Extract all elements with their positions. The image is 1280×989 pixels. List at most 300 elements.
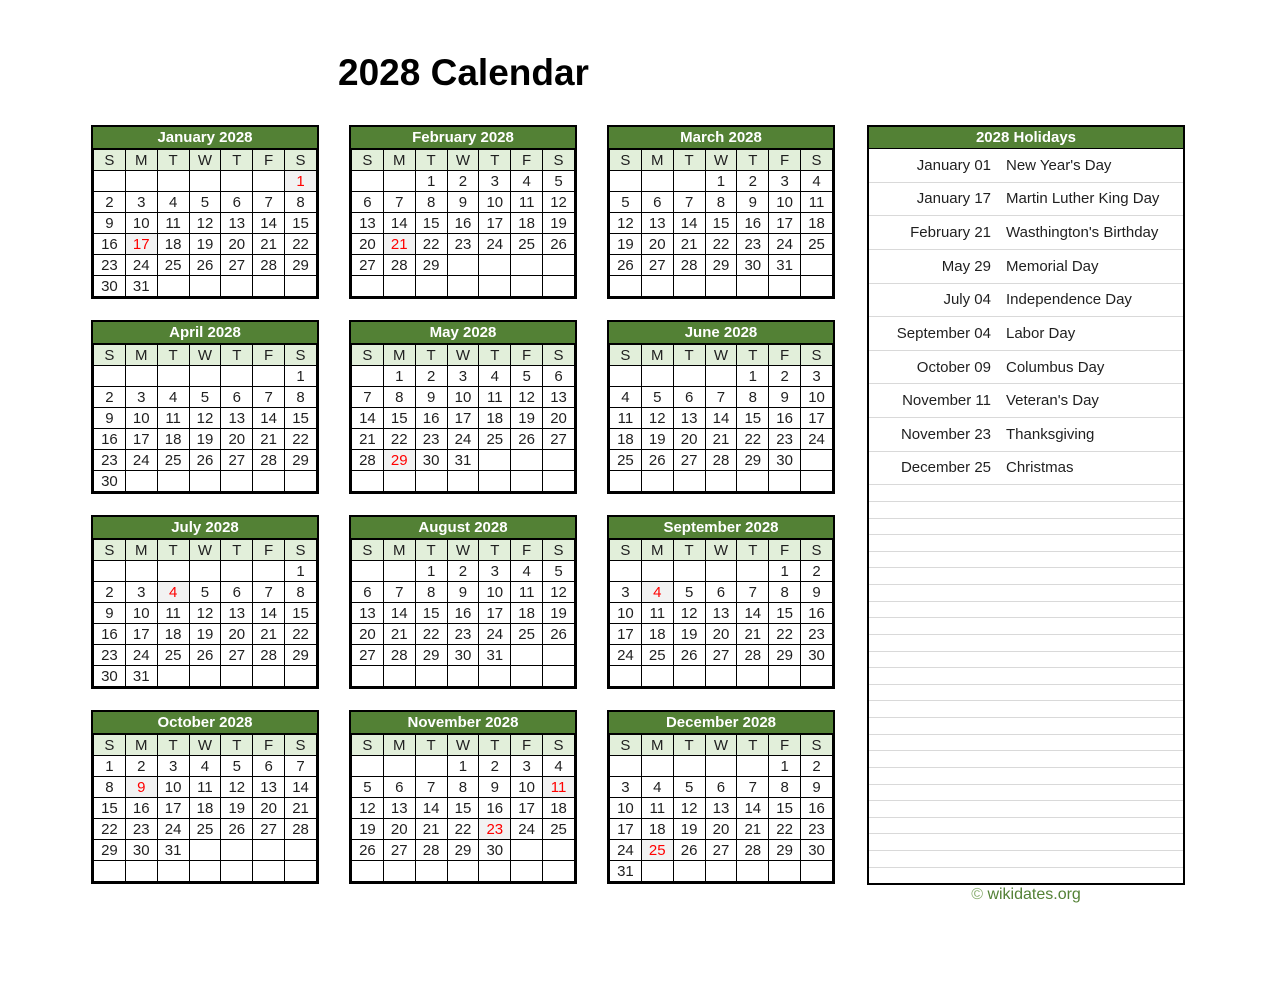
day-cell: 29 [285, 255, 317, 276]
week-row [610, 213, 833, 234]
day-cell: 4 [157, 192, 189, 213]
month-title: August 2028 [351, 517, 575, 539]
footer-credit-link[interactable] [867, 886, 1185, 904]
day-cell: 21 [737, 624, 769, 645]
weekday-header: T [157, 540, 189, 561]
week-row [352, 798, 575, 819]
day-cell: 7 [253, 582, 285, 603]
month-march [607, 125, 835, 299]
day-cell: 2 [415, 366, 447, 387]
day-cell: 12 [189, 603, 221, 624]
week-row [352, 366, 575, 387]
day-cell: 4 [543, 756, 575, 777]
weekday-header: T [221, 540, 253, 561]
day-cell [705, 471, 737, 492]
day-cell: 26 [543, 624, 575, 645]
weekday-header: W [447, 735, 479, 756]
weekday-header: F [769, 345, 801, 366]
holiday-date: September 04 [896, 324, 991, 342]
day-cell: 9 [479, 777, 511, 798]
day-cell: 31 [610, 861, 642, 882]
day-cell [705, 756, 737, 777]
day-cell: 16 [801, 603, 833, 624]
week-row [610, 234, 833, 255]
day-cell [125, 366, 157, 387]
day-cell: 5 [673, 582, 705, 603]
day-cell: 16 [769, 408, 801, 429]
day-cell [641, 171, 673, 192]
day-cell: 8 [285, 387, 317, 408]
holiday-row [869, 284, 1183, 318]
weekday-header: M [383, 150, 415, 171]
day-cell [285, 861, 317, 882]
day-cell: 17 [157, 798, 189, 819]
week-row [610, 171, 833, 192]
day-cell: 17 [447, 408, 479, 429]
holiday-row-empty [869, 718, 1183, 735]
day-cell [769, 861, 801, 882]
week-row [610, 255, 833, 276]
weekday-header: W [189, 150, 221, 171]
week-row [610, 366, 833, 387]
day-cell [610, 276, 642, 297]
day-cell [641, 366, 673, 387]
day-cell: 19 [641, 429, 673, 450]
day-cell [285, 276, 317, 297]
day-cell: 4 [641, 777, 673, 798]
day-cell: 7 [383, 582, 415, 603]
holiday-name: Labor Day [1006, 324, 1076, 342]
day-cell [641, 756, 673, 777]
holiday-name: Columbus Day [1006, 358, 1105, 376]
day-cell: 5 [641, 387, 673, 408]
holiday-row-empty [869, 535, 1183, 552]
month-table [351, 344, 575, 492]
weekday-header: S [801, 345, 833, 366]
day-cell: 5 [189, 387, 221, 408]
day-cell: 8 [415, 582, 447, 603]
day-cell: 25 [511, 234, 543, 255]
day-cell: 4 [157, 387, 189, 408]
day-cell: 31 [125, 276, 157, 297]
day-cell: 1 [415, 171, 447, 192]
holiday-row-empty [869, 635, 1183, 652]
day-cell: 13 [383, 798, 415, 819]
day-cell: 30 [479, 840, 511, 861]
holiday-row [869, 216, 1183, 250]
day-cell: 22 [415, 624, 447, 645]
week-row [610, 450, 833, 471]
day-cell: 12 [511, 387, 543, 408]
day-cell: 22 [285, 429, 317, 450]
day-cell: 14 [253, 408, 285, 429]
day-cell: 5 [189, 192, 221, 213]
day-cell: 4 [511, 561, 543, 582]
day-cell: 30 [94, 471, 126, 492]
day-cell: 23 [94, 255, 126, 276]
day-cell: 12 [189, 408, 221, 429]
day-cell [673, 666, 705, 687]
day-cell: 9 [447, 192, 479, 213]
day-cell [479, 471, 511, 492]
day-cell: 2 [769, 366, 801, 387]
day-cell: 15 [383, 408, 415, 429]
day-cell [705, 666, 737, 687]
day-cell [125, 561, 157, 582]
week-row [94, 645, 317, 666]
day-cell: 8 [705, 192, 737, 213]
day-cell: 13 [352, 213, 384, 234]
month-table [351, 734, 575, 882]
day-cell: 19 [189, 234, 221, 255]
day-cell [610, 756, 642, 777]
holiday-date: December 25 [900, 459, 991, 477]
day-cell: 12 [673, 798, 705, 819]
day-cell: 19 [610, 234, 642, 255]
holiday-row [869, 149, 1183, 183]
day-cell: 3 [610, 582, 642, 603]
footer-site-name: wikidates.org [987, 886, 1081, 903]
day-cell [737, 666, 769, 687]
day-cell: 13 [641, 213, 673, 234]
day-cell: 27 [352, 255, 384, 276]
day-cell: 7 [253, 192, 285, 213]
day-cell [415, 756, 447, 777]
day-cell: 3 [125, 387, 157, 408]
weekday-header: T [479, 735, 511, 756]
day-cell: 21 [705, 429, 737, 450]
week-row [610, 819, 833, 840]
week-row [610, 666, 833, 687]
day-cell: 7 [383, 192, 415, 213]
day-cell [543, 471, 575, 492]
day-cell: 10 [157, 777, 189, 798]
day-cell: 20 [705, 819, 737, 840]
day-cell [447, 471, 479, 492]
weekday-header: S [543, 735, 575, 756]
day-cell: 24 [125, 255, 157, 276]
day-cell: 16 [479, 798, 511, 819]
holiday-row-empty [869, 751, 1183, 768]
day-cell: 26 [641, 450, 673, 471]
month-table [93, 149, 317, 297]
holiday-day-cell: 4 [157, 582, 189, 603]
day-cell [641, 276, 673, 297]
weekday-header: S [352, 150, 384, 171]
day-cell: 6 [221, 192, 253, 213]
day-cell: 22 [769, 624, 801, 645]
day-cell: 20 [352, 234, 384, 255]
day-cell: 15 [94, 798, 126, 819]
day-cell [415, 471, 447, 492]
day-cell [737, 756, 769, 777]
day-cell [511, 471, 543, 492]
month-january [91, 125, 319, 299]
day-cell: 10 [769, 192, 801, 213]
holiday-day-cell: 29 [383, 450, 415, 471]
day-cell: 7 [737, 582, 769, 603]
day-cell: 3 [157, 756, 189, 777]
day-cell: 23 [801, 624, 833, 645]
day-cell: 28 [285, 819, 317, 840]
holiday-row-empty [869, 801, 1183, 818]
week-row [94, 171, 317, 192]
day-cell: 14 [352, 408, 384, 429]
week-row [610, 429, 833, 450]
day-cell: 8 [737, 387, 769, 408]
weekday-header: W [705, 540, 737, 561]
day-cell: 26 [673, 645, 705, 666]
month-title: October 2028 [93, 712, 317, 734]
day-cell: 9 [801, 582, 833, 603]
day-cell [253, 840, 285, 861]
day-cell [543, 450, 575, 471]
day-cell: 13 [705, 798, 737, 819]
day-cell: 15 [415, 603, 447, 624]
holiday-date: November 11 [902, 392, 991, 410]
holiday-row-empty [869, 519, 1183, 536]
day-cell [157, 366, 189, 387]
weekday-header: F [511, 345, 543, 366]
day-cell: 28 [253, 645, 285, 666]
holiday-row [869, 384, 1183, 418]
day-cell: 26 [511, 429, 543, 450]
day-cell: 16 [94, 624, 126, 645]
day-cell: 14 [737, 603, 769, 624]
day-cell: 20 [543, 408, 575, 429]
day-cell: 11 [511, 582, 543, 603]
weekday-header: T [737, 540, 769, 561]
weekday-header: S [801, 150, 833, 171]
copyright-icon: © [971, 886, 983, 903]
weekday-header: F [511, 540, 543, 561]
day-cell [94, 171, 126, 192]
week-row [94, 666, 317, 687]
weekday-header: W [189, 735, 221, 756]
weekday-header: T [673, 150, 705, 171]
day-cell: 9 [94, 603, 126, 624]
day-cell [511, 276, 543, 297]
month-table [609, 539, 833, 687]
weekday-header: F [769, 150, 801, 171]
day-cell: 4 [189, 756, 221, 777]
day-cell [641, 666, 673, 687]
holiday-row-empty [869, 785, 1183, 802]
day-cell: 9 [801, 777, 833, 798]
day-cell: 11 [511, 192, 543, 213]
day-cell: 6 [221, 387, 253, 408]
week-row [94, 234, 317, 255]
day-cell: 5 [511, 366, 543, 387]
day-cell [189, 666, 221, 687]
day-cell [352, 276, 384, 297]
day-cell: 9 [737, 192, 769, 213]
weekday-header: M [125, 345, 157, 366]
holiday-name: Wasthington's Birthday [1006, 224, 1159, 242]
day-cell: 28 [352, 450, 384, 471]
month-november [349, 710, 577, 884]
day-cell: 22 [415, 234, 447, 255]
day-cell [189, 861, 221, 882]
day-cell [543, 276, 575, 297]
weekday-header: T [157, 345, 189, 366]
day-cell [157, 171, 189, 192]
day-cell: 29 [285, 450, 317, 471]
month-table [93, 734, 317, 882]
day-cell: 18 [157, 429, 189, 450]
day-cell [447, 276, 479, 297]
day-cell [383, 276, 415, 297]
day-cell: 2 [479, 756, 511, 777]
week-row [352, 561, 575, 582]
day-cell: 14 [737, 798, 769, 819]
week-row [610, 861, 833, 882]
weekday-header: F [253, 540, 285, 561]
month-table [93, 539, 317, 687]
week-row [352, 276, 575, 297]
day-cell [352, 756, 384, 777]
holiday-row-empty [869, 818, 1183, 835]
day-cell [221, 561, 253, 582]
holiday-row-empty [869, 668, 1183, 685]
day-cell: 29 [94, 840, 126, 861]
day-cell: 11 [641, 603, 673, 624]
day-cell: 17 [610, 624, 642, 645]
month-title: March 2028 [609, 127, 833, 149]
day-cell: 23 [415, 429, 447, 450]
day-cell: 9 [94, 213, 126, 234]
day-cell: 16 [801, 798, 833, 819]
day-cell: 24 [610, 645, 642, 666]
week-row [610, 561, 833, 582]
day-cell: 17 [801, 408, 833, 429]
day-cell: 4 [511, 171, 543, 192]
week-row [352, 819, 575, 840]
day-cell: 20 [641, 234, 673, 255]
holiday-name: Independence Day [1006, 291, 1132, 309]
weekday-header: T [673, 540, 705, 561]
day-cell: 11 [157, 408, 189, 429]
week-row [352, 234, 575, 255]
day-cell: 10 [511, 777, 543, 798]
day-cell: 1 [705, 171, 737, 192]
holiday-day-cell: 25 [641, 840, 673, 861]
day-cell: 10 [479, 582, 511, 603]
day-cell: 8 [769, 582, 801, 603]
day-cell [221, 840, 253, 861]
holiday-name: New Year's Day [1006, 156, 1112, 174]
day-cell: 15 [769, 798, 801, 819]
day-cell: 11 [641, 798, 673, 819]
weekday-header: T [415, 540, 447, 561]
day-cell: 27 [705, 645, 737, 666]
day-cell: 16 [94, 429, 126, 450]
day-cell: 2 [737, 171, 769, 192]
day-cell: 10 [125, 603, 157, 624]
day-cell [801, 861, 833, 882]
day-cell: 12 [673, 603, 705, 624]
day-cell [511, 645, 543, 666]
day-cell: 27 [673, 450, 705, 471]
month-april [91, 320, 319, 494]
week-row [352, 840, 575, 861]
day-cell: 31 [479, 645, 511, 666]
months-grid [91, 125, 837, 884]
weekday-header: T [157, 150, 189, 171]
day-cell: 3 [479, 171, 511, 192]
day-cell: 1 [285, 366, 317, 387]
day-cell: 7 [285, 756, 317, 777]
day-cell: 14 [673, 213, 705, 234]
weekday-header: M [125, 540, 157, 561]
weekday-header: W [705, 345, 737, 366]
week-row [352, 192, 575, 213]
day-cell: 25 [479, 429, 511, 450]
day-cell: 24 [801, 429, 833, 450]
day-cell: 15 [447, 798, 479, 819]
holiday-row-empty [869, 735, 1183, 752]
day-cell: 24 [125, 645, 157, 666]
weekday-header: W [447, 150, 479, 171]
day-cell: 15 [285, 603, 317, 624]
day-cell: 21 [673, 234, 705, 255]
day-cell: 12 [189, 213, 221, 234]
holiday-date: January 01 [916, 156, 991, 174]
month-june [607, 320, 835, 494]
day-cell: 29 [285, 645, 317, 666]
day-cell [94, 366, 126, 387]
day-cell: 23 [94, 450, 126, 471]
day-cell: 10 [125, 408, 157, 429]
day-cell: 27 [221, 645, 253, 666]
day-cell [352, 861, 384, 882]
month-title: January 2028 [93, 127, 317, 149]
weekday-header: M [641, 150, 673, 171]
week-row [94, 213, 317, 234]
week-row [610, 798, 833, 819]
day-cell [543, 666, 575, 687]
week-row [94, 387, 317, 408]
weekday-header: T [479, 540, 511, 561]
week-row [610, 603, 833, 624]
day-cell: 6 [705, 777, 737, 798]
holiday-date: May 29 [941, 257, 991, 275]
day-cell [352, 666, 384, 687]
holiday-row [869, 317, 1183, 351]
day-cell: 9 [415, 387, 447, 408]
day-cell: 15 [285, 408, 317, 429]
weekday-header: M [383, 540, 415, 561]
day-cell [189, 171, 221, 192]
day-cell [543, 645, 575, 666]
day-cell [157, 471, 189, 492]
day-cell [383, 471, 415, 492]
day-cell: 22 [285, 234, 317, 255]
day-cell [253, 366, 285, 387]
day-cell [157, 561, 189, 582]
day-cell: 19 [221, 798, 253, 819]
day-cell [253, 666, 285, 687]
day-cell: 14 [415, 798, 447, 819]
month-title: December 2028 [609, 712, 833, 734]
day-cell [801, 276, 833, 297]
day-cell [415, 861, 447, 882]
day-cell: 22 [383, 429, 415, 450]
day-cell: 9 [447, 582, 479, 603]
day-cell [641, 471, 673, 492]
day-cell: 11 [610, 408, 642, 429]
day-cell: 31 [447, 450, 479, 471]
